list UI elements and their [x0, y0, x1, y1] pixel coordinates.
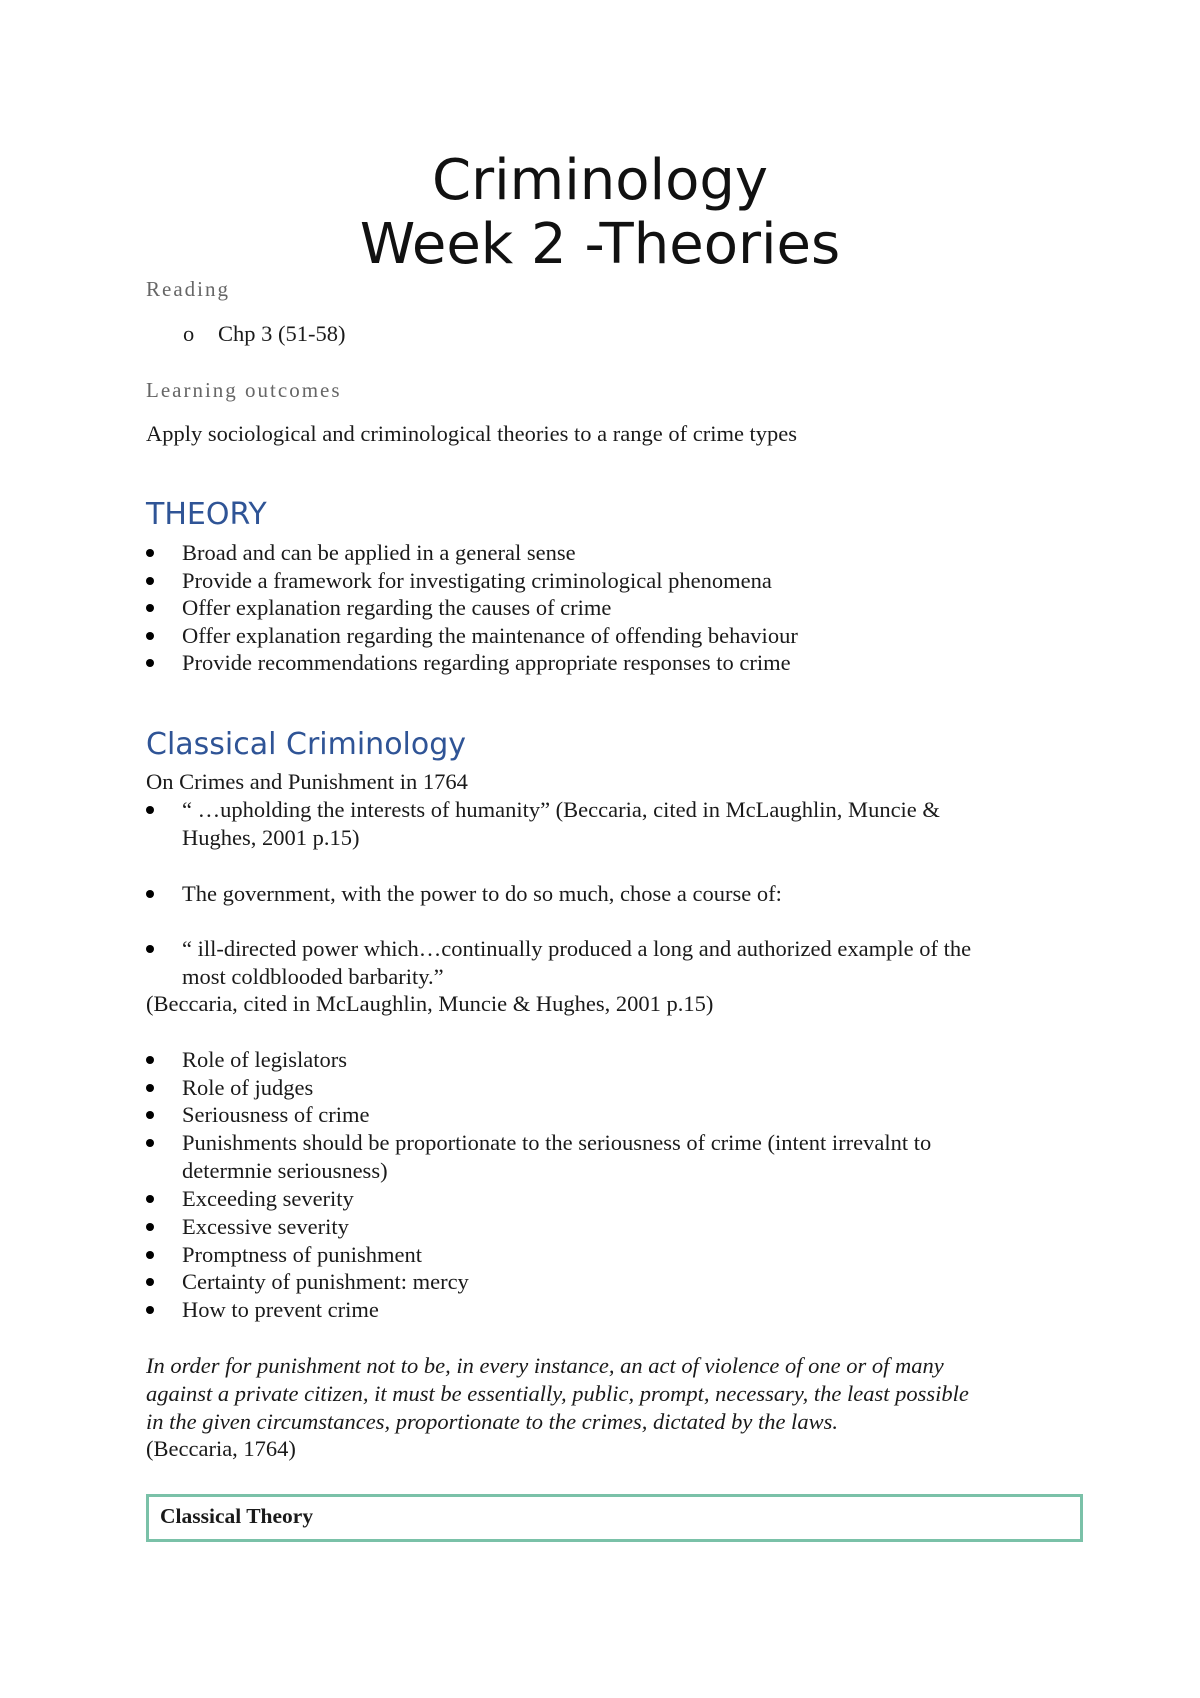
bullet-icon	[146, 1195, 154, 1203]
bullet-icon	[146, 1251, 154, 1259]
learning-outcomes-text: Apply sociological and criminological theories to a range of crime types	[146, 421, 798, 446]
bullet-icon	[146, 1111, 154, 1119]
classical-heading: Classical Criminology	[146, 727, 467, 762]
bullet-icon	[146, 604, 154, 612]
bullet-icon	[146, 632, 154, 640]
bullet-icon	[146, 1056, 154, 1064]
italic-quote-line: In order for punishment not to be, in every instance, an act of violence of one or of many	[146, 1353, 944, 1378]
bullet-icon	[146, 806, 154, 814]
list-item-cont: determnie seriousness)	[182, 1158, 388, 1183]
italic-quote-line: against a private citizen, it must be essentially, public, prompt, necessary, the least possible	[146, 1381, 969, 1406]
document-page: Criminology Week 2 -Theories Reading o Chp 3 (51-58) Learning outcomes Apply sociological and criminological theories to a range of crime types THEORY Broad and can be applied in a general sense Provide a framework for investigating criminological phenomena Offer explanation regarding the causes of crime Offer explanation regarding the maintenance of offending behaviour Provide recommendations regarding appropriate responses to crime Classical Criminology On Crimes and Punishment in 1764 “ …upholding the interests of humanity” (Beccaria, cited in McLaughlin, Muncie & Hughes, 2001 p.15) The government, with the power to do so much, chose a course of: “ ill-directed power which…continually produced a long and authorized example of the most coldblooded barbarity.” (Beccaria, cited in McLaughlin, Muncie & Hughes, 2001 p.15) Role of legislators Role of judges Seriousness of crime Punishments should be proportionate to the seriousness of crime (intent irrevalnt to determnie seriousness) Exceeding severity Excessive severity Promptness of punishment Certainty of punishment: mercy How to prevent crime In order for punishment not to be, in every instance, an act of violence of one or of many against a private citizen, it must be essentially, public, prompt, necessary, the least possible in the given circumstances, proportionate to the crimes, dictated by the laws. (Beccaria, 1764) Classical Theory	[0, 0, 1200, 1698]
learning-outcomes-label: Learning outcomes	[146, 378, 342, 402]
bullet-icon	[146, 1223, 154, 1231]
quote1-cont: Hughes, 2001 p.15)	[182, 825, 360, 850]
bullet-icon	[146, 1139, 154, 1147]
quote2-cont: most coldblooded barbarity.”	[182, 964, 444, 989]
citation: (Beccaria, cited in McLaughlin, Muncie & Hughes, 2001 p.15)	[146, 991, 714, 1016]
italic-quote-line: in the given circumstances, proportionate to the crimes, dictated by the laws.	[146, 1409, 838, 1434]
theory-heading: THEORY	[146, 497, 267, 532]
reading-item: Chp 3 (51-58)	[218, 321, 346, 346]
classical-theory-box	[146, 1494, 1083, 1542]
bullet-icon	[146, 890, 154, 898]
bullet-icon	[146, 945, 154, 953]
doc-title-line2: Week 2 -Theories	[359, 212, 841, 277]
classical-theory-box-label: Classical Theory	[160, 1504, 314, 1528]
quote-source: (Beccaria, 1764)	[146, 1436, 296, 1461]
classical-intro: On Crimes and Punishment in 1764	[146, 769, 468, 794]
doc-title-line1: Criminology	[431, 148, 769, 213]
bullet-icon	[146, 659, 154, 667]
bullet-icon	[146, 577, 154, 585]
bullet-icon	[146, 549, 154, 557]
reading-bullet: o	[183, 321, 195, 346]
reading-label: Reading	[146, 277, 230, 301]
bullet-icon	[146, 1306, 154, 1314]
bullet-icon	[146, 1278, 154, 1286]
bullet-icon	[146, 1084, 154, 1092]
